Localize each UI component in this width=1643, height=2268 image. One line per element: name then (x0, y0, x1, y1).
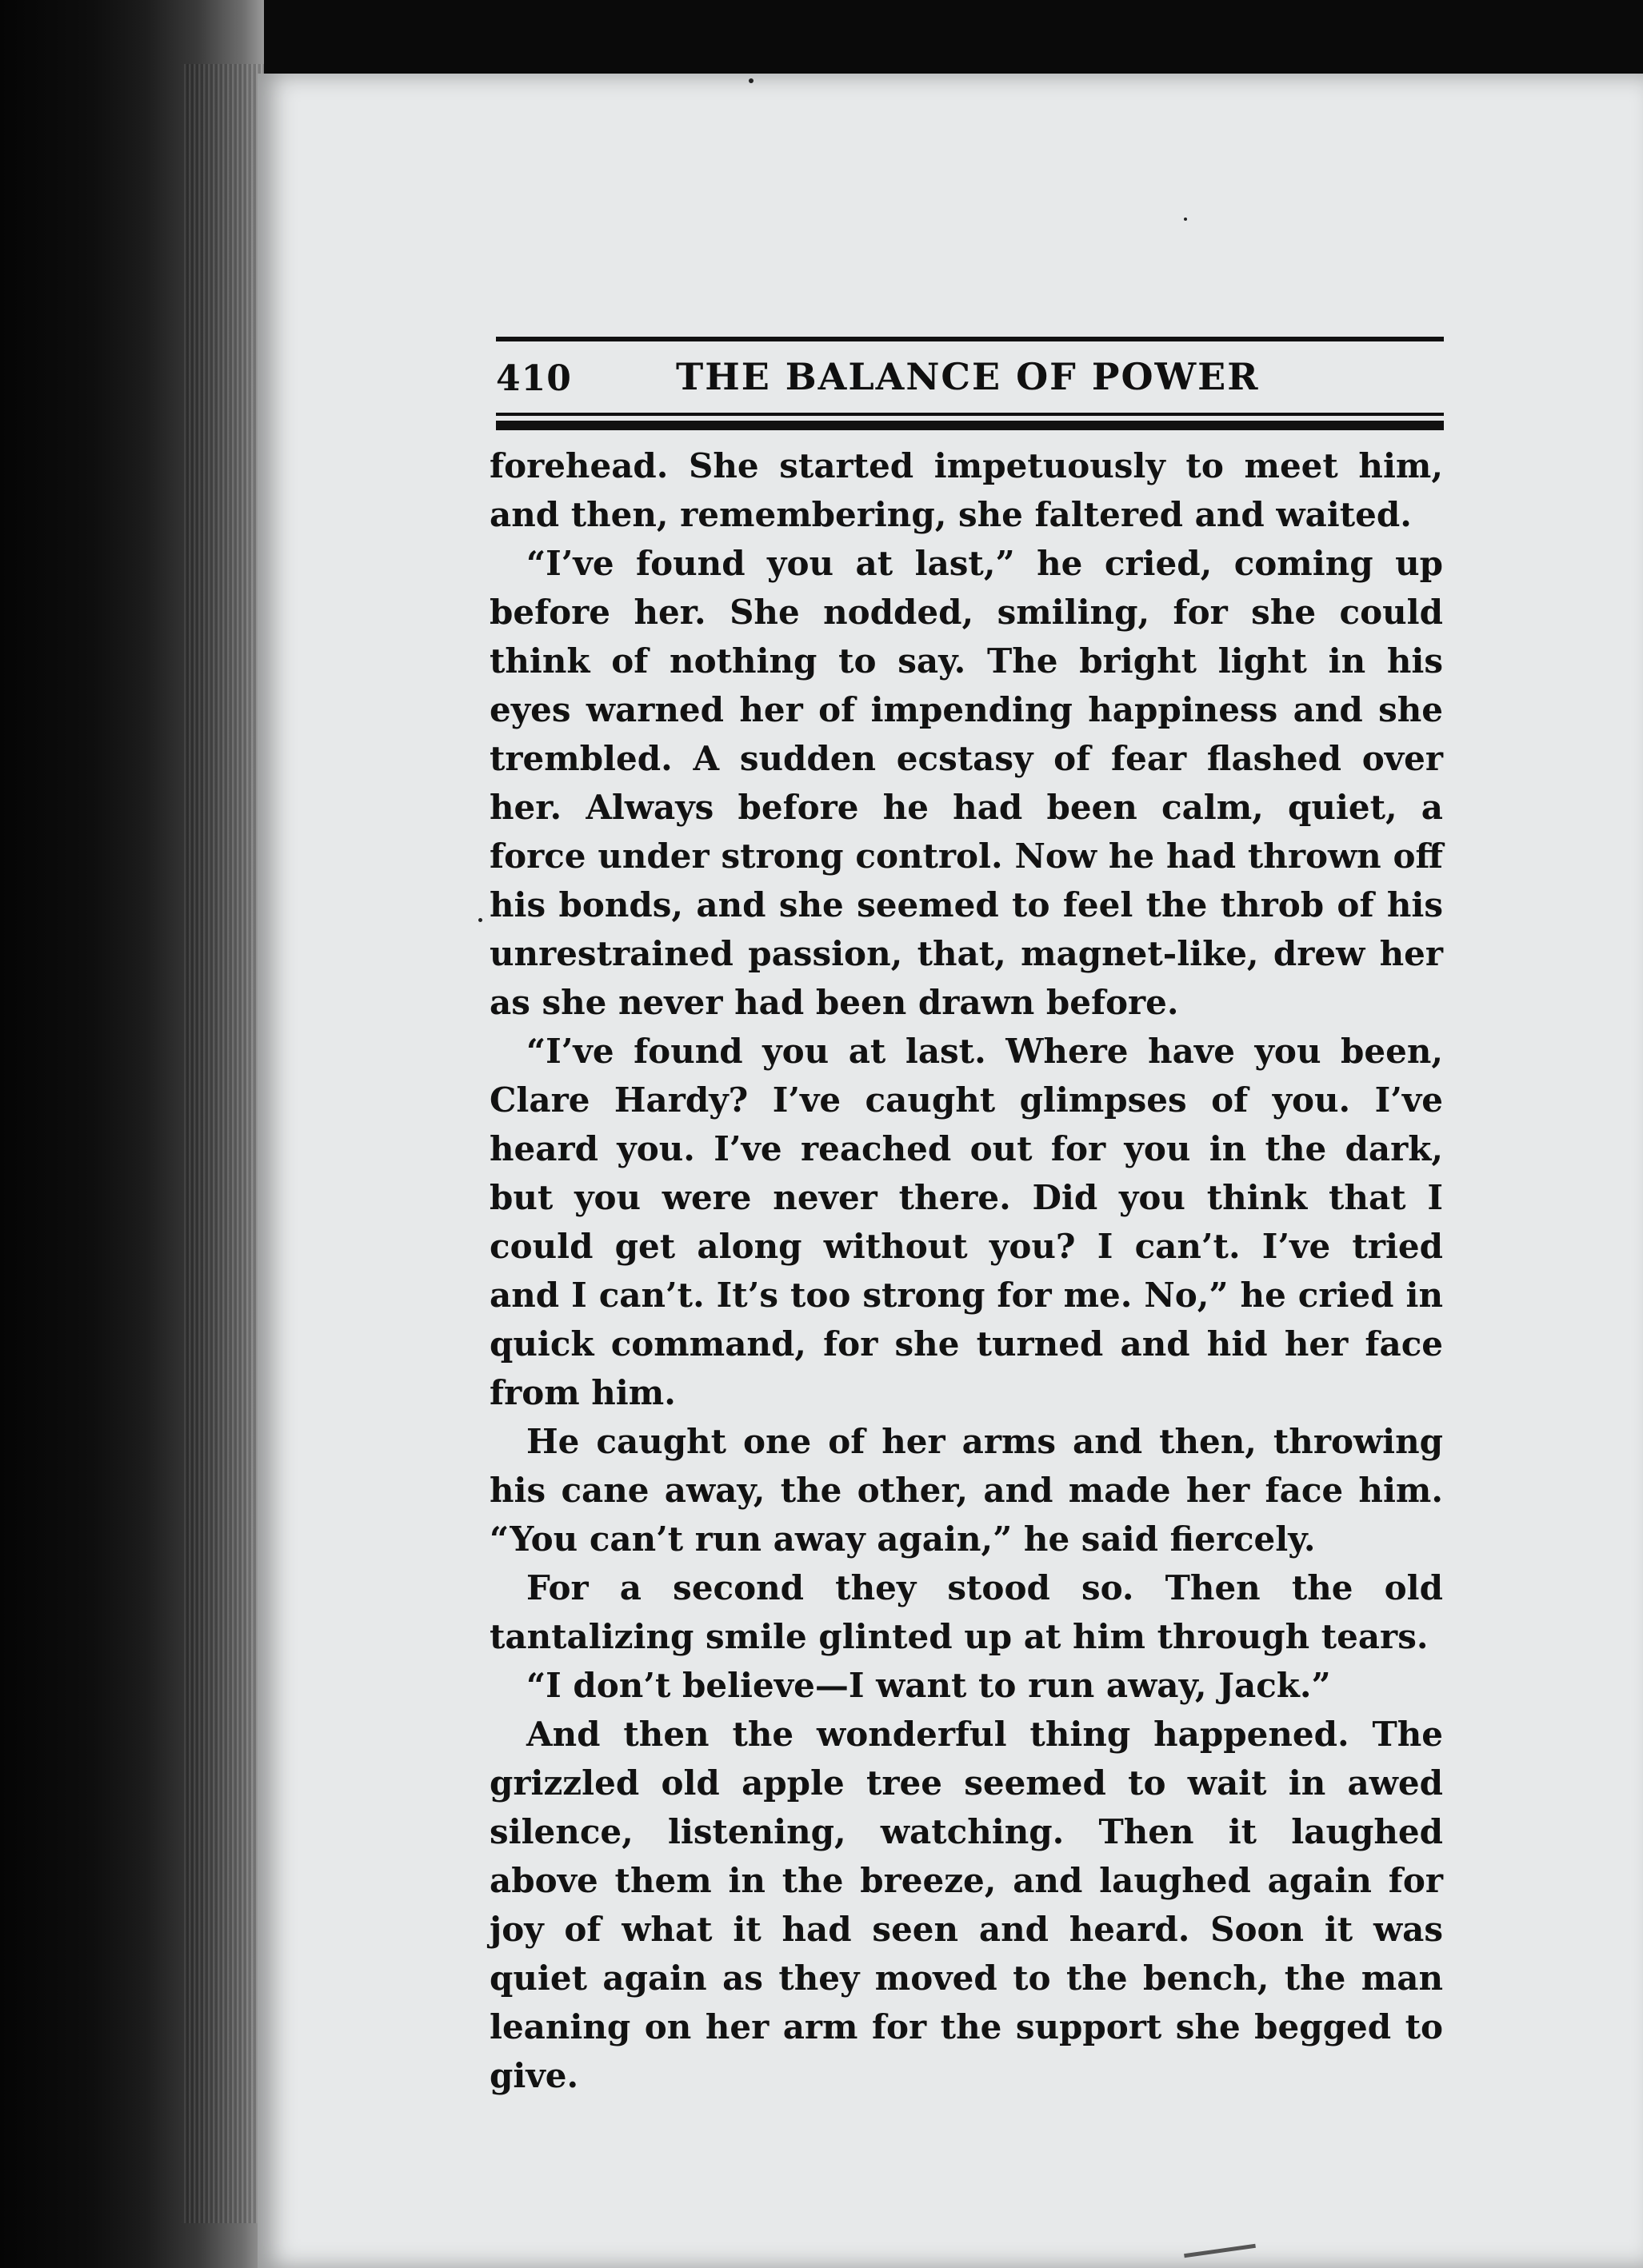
scan-speck (1184, 218, 1187, 221)
header-bottom-rule-thick (496, 421, 1444, 430)
binding-texture (184, 64, 264, 2223)
paragraph: He caught one of her arms and then, throwing his cane away, the other, and made her face him. “You can’t run away again,” he said fiercely. (490, 1422, 1443, 1559)
running-head (496, 352, 1444, 408)
header-top-rule (496, 337, 1444, 341)
paragraph: forehead. She started impetuously to meet him, and then, remembering, she faltered and waited. (490, 446, 1443, 534)
body-text (490, 441, 1443, 2100)
paragraph: “I don’t believe—I want to run away, Jack.” (526, 1666, 1331, 1705)
header-bottom-rule-thin (496, 413, 1444, 416)
book-title: THE BALANCE OF POWER (676, 355, 1260, 398)
scan-speck (749, 78, 754, 83)
paragraph: And then the wonderful thing happened. The grizzled old apple tree seemed to wait in awed silence, listening, watching. Then it laughed above them in the breeze, and laughed again for joy of what it had seen and heard. Soon it was quiet again as they moved to the bench, the man leaning on her arm for the support she begged to give. (490, 1715, 1443, 2095)
paragraph: “I’ve found you at last. Where have you been, Clare Hardy? I’ve caught glimpses of you. I’ve heard you. I’ve reached out for you in the dark, but you were never there. Did you think that I could get along without you? I can’t. I’ve tried and I can’t. It’s too strong for me. No,” he cried in quick command, for she turned and hid her face from him. (490, 1032, 1443, 1412)
page-number: 410 (496, 358, 572, 399)
paragraph: “I’ve found you at last,” he cried, coming up before her. She nodded, smiling, for she could think of nothing to say. The bright light in his eyes warned her of impending happiness and she trembled. A sudden ecstasy of fear flashed over her. Always before he had been calm, quiet, a force under strong control. Now he had thrown off his bonds, and she seemed to feel the throb of his unrestrained passion, that, magnet-like, drew her as she never had been drawn before. (490, 544, 1443, 1022)
paragraph: For a second they stood so. Then the old tantalizing smile glinted up at him through tears. (490, 1568, 1443, 1656)
scan-speck (478, 918, 482, 922)
